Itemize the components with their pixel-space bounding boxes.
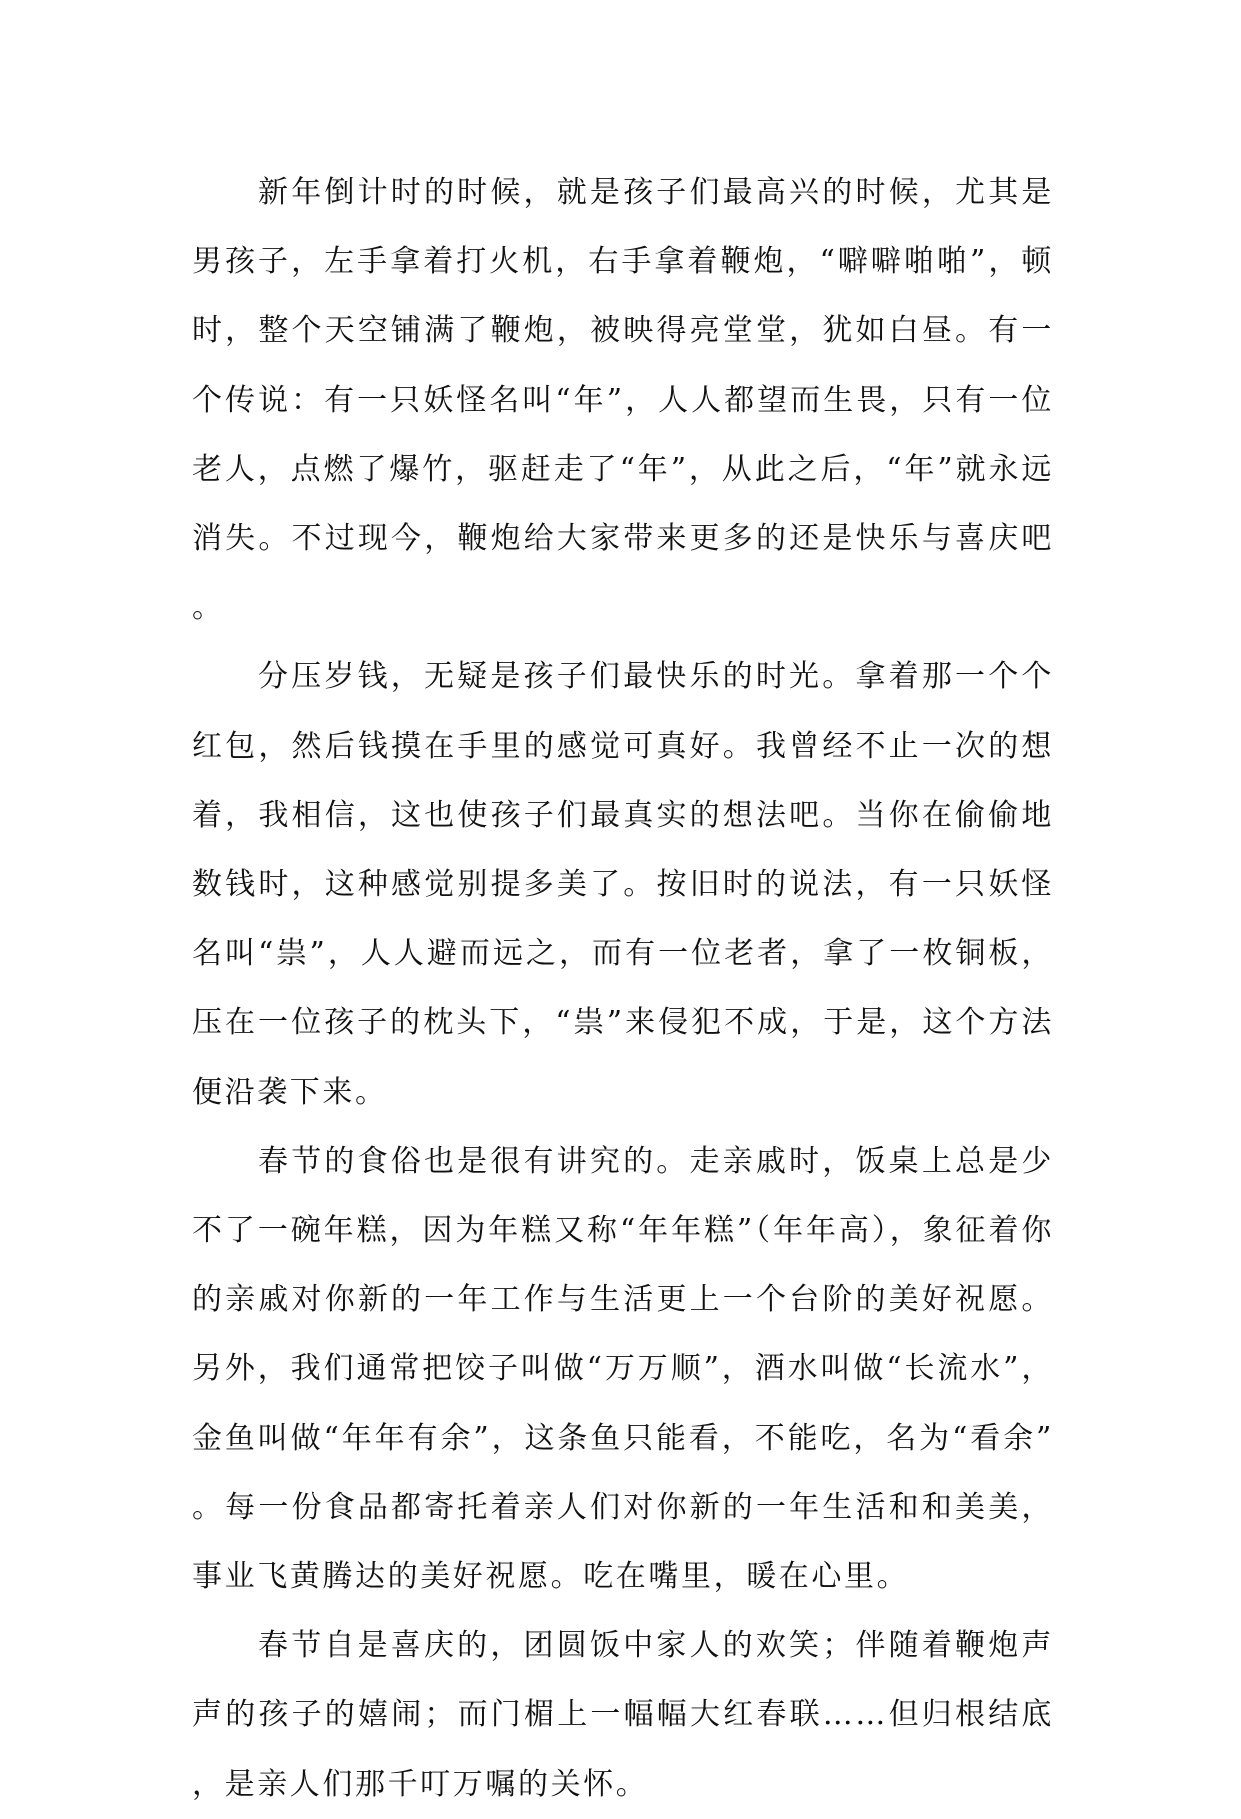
document-body [192,158,1054,1819]
paragraph-food-customs: 春节的食俗也是很有讲究的。走亲戚时，饭桌上总是少不了一碗年糕，因为年糕又称“年年糕”（年年高），象征着你的亲戚对你新的一年工作与生活更上一个台阶的美好祝愿。另外，我们通常把饺子叫做“万万顺”，酒水叫做“长流水”，金鱼叫做“年年有余”，这条鱼只能看，不能吃，名为“看余”。每一份食品都寄托着亲人们对你新的一年生活和和美美，事业飞黄腾达的美好祝愿。吃在嘴里，暖在心里。 [192,1143,1054,1595]
paragraph-firecrackers: 新年倒计时的时候，就是孩子们最高兴的时候，尤其是男孩子，左手拿着打火机，右手拿着鞭炮，“噼噼啪啪”，顿时，整个天空铺满了鞭炮，被映得亮堂堂，犹如白昼。有一个传说：有一只妖怪名叫“年”，人人都望而生畏，只有一位老人，点燃了爆竹，驱赶走了“年”，从此之后，“年”就永远消失。不过现今，鞭炮给大家带来更多的还是快乐与喜庆吧。 [192,175,1054,626]
paragraph-conclusion: 春节自是喜庆的，团圆饭中家人的欢笑；伴随着鞭炮声声的孩子的嬉闹；而门楣上一幅幅大红春联……但归根结底，是亲人们那千叮万嘱的关怀。 [192,1628,1054,1802]
paragraph-lucky-money: 分压岁钱，无疑是孩子们最快乐的时光。拿着那一个个红包，然后钱摸在手里的感觉可真好。我曾经不止一次的想着，我相信，这也使孩子们最真实的想法吧。当你在偷偷地数钱时，这种感觉别提多美了。按旧时的说法，有一只妖怪名叫“祟”，人人避而远之，而有一位老者，拿了一枚铜板，压在一位孩子的枕头下，“祟”来侵犯不成，于是，这个方法便沿袭下来。 [192,659,1054,1110]
